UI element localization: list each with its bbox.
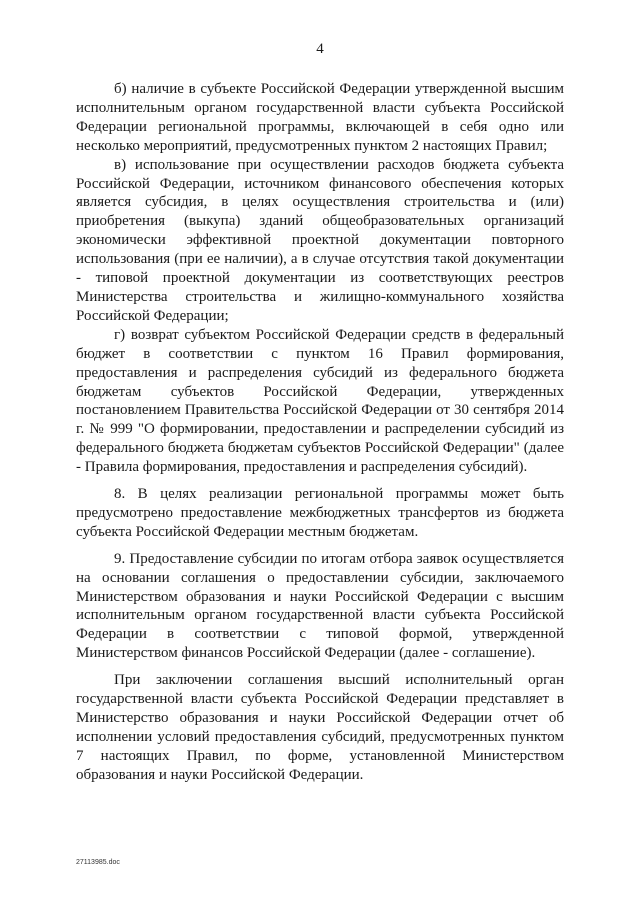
document-body xyxy=(76,80,564,785)
paragraph-item-8: 8. В целях реализации региональной программы может быть предусмотрено предоставление межбюджетных трансфертов из бюджета субъекта Российской Федерации местным бюджетам. xyxy=(76,486,564,540)
paragraph-subitem-b: б) наличие в субъекте Российской Федерации утвержденной высшим исполнительным органом государственной власти субъекта Российской Федерации региональной программы, включающей в себя одно или несколько мероприятий, предусмотренных пунктом 2 настоящих Правил; xyxy=(76,81,564,154)
paragraph-item-9: 9. Предоставление субсидии по итогам отбора заявок осуществляется на основании соглашения о предоставлении субсидии, заключаемого Министерством образования и науки Российской Федерации с высшим исполнительным органом государственной власти субъекта Российской Федерации в соответствии с типовой формой, утвержденной Министерством финансов Российской Федерации (далее - соглашение). xyxy=(76,550,564,662)
paragraph-subitem-v: в) использование при осуществлении расходов бюджета субъекта Российской Федерации, источником финансового обеспечения которых является субсидия, в целях осуществления строительства и (или) приобретения (выкупа) зданий общеобразовательных организаций экономически эффективной проектной документации повторного использования (при ее наличии), а в случае отсутствия такой документации - типовой проектной документации из соответствующих реестров Министерства строительства и жилищно-коммунального хозяйства Российской Федерации; xyxy=(76,156,564,324)
page-number: 4 xyxy=(316,41,324,57)
paragraph-agreement-report: При заключении соглашения высший исполнительный орган государственной власти субъекта Российской Федерации представляет в Министерство образования и науки Российской Федерации отчет об исполнении условий предоставления субсидий, предусмотренных пунктом 7 настоящих Правил, по форме, установленной Министерством образования и науки Российской Федерации. xyxy=(76,672,564,783)
file-name-footer: 27113985.doc xyxy=(76,859,120,866)
paragraph-subitem-g: г) возврат субъектом Российской Федерации средств в федеральный бюджет в соответствии с пунктом 16 Правил формирования, предоставления и распределения субсидий из федерального бюджета бюджетам субъектов Российской Федерации, утвержденных постановлением Правительства Российской Федерации от 30 сентября 2014 г. № 999 "О формировании, предоставлении и распределении субсидий из федерального бюджета бюджетам субъектов Российской Федерации" (далее - Правила формирования, предоставления и распределения субсидий). xyxy=(76,326,564,476)
